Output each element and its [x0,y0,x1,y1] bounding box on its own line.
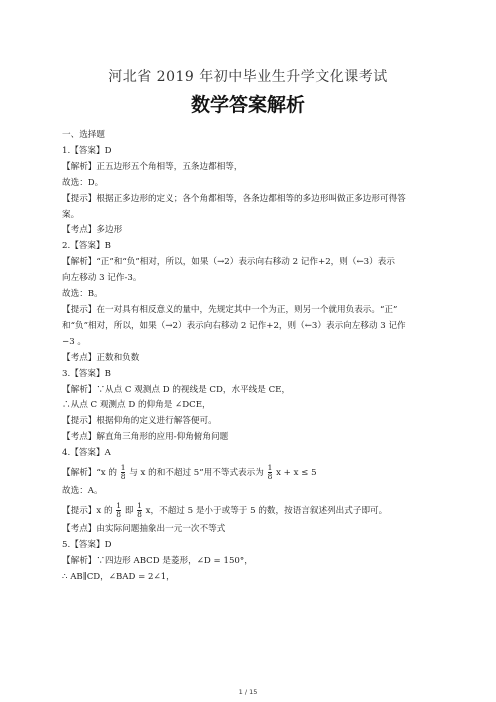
q3-topic: 【考点】解直角三角形的应用-仰角俯角问题 [62,432,229,443]
q4-conclusion: 故选：A。 [62,486,103,497]
q2-conclusion: 故选：B。 [62,289,103,300]
q5-analysis: 【解析】∵四边形 ABCD 是菱形，∠D = 150°， [62,555,253,566]
fraction-numerator: 1 [120,463,126,473]
q1-topic: 【考点】多边形 [62,225,123,236]
exam-title: 河北省 2019 年初中毕业生升学文化课考试 [108,69,388,85]
q5-answer: 5.【答案】D [62,539,112,550]
page-number: 1 / 15 [238,688,258,696]
q1-hint-line2: 案。 [62,209,80,220]
fraction-numerator: 1 [267,463,273,473]
q1-answer: 1.【答案】D [62,145,112,156]
q3-hint: 【提示】根据仰角的定义进行解答便可。 [62,416,217,427]
q2-answer: 2.【答案】B [62,241,111,252]
q5-therefore: ∴ AB∥CD，∠BAD = 2∠1， [62,571,175,582]
section-heading: 一、选择题 [62,130,105,140]
q4-analysis [62,462,434,484]
fraction-denominator: 8 [267,472,273,482]
q4-hint-mid: 即 [124,505,134,516]
q3-analysis: 【解析】∵从点 C 观测点 D 的视线是 CD，水平线是 CE， [62,384,291,395]
q2-topic: 【考点】正数和负数 [62,352,140,363]
fraction-denominator: 8 [116,509,122,519]
q2-hint-line3: −3 。 [62,336,86,347]
answer-content [62,128,434,586]
q4-hint-fraction [116,502,121,519]
q4-analysis-pre: 【解析】“x 的 [62,468,117,479]
q3-therefore: ∴从点 C 观测点 D 的仰角是 ∠DCE， [62,400,211,411]
q4-hint [62,500,434,522]
q4-hint-post: x，不超过 5 是小于或等于 5 的数，按语言叙述列出式子即可。 [145,505,388,516]
q1-analysis: 【解析】正五边形五个角相等，五条边都相等， [62,161,243,172]
q2-analysis-line1: 【解析】“正”和“负”相对，所以，如果（→2）表示向右移动 2 记作+2，则（←3）表示 [62,257,395,268]
answer-heading: 数学答案解析 [190,94,305,116]
fraction-numerator: 1 [116,500,122,510]
q4-fraction-2 [268,464,273,481]
q1-hint-line1: 【提示】根据正多边形的定义；各个角都相等，各条边都相等的多边形叫做正多边形可得答 [62,193,406,204]
q4-topic: 【考点】由实际问题抽象出一元一次不等式 [62,523,226,534]
q4-analysis-mid: 与 x 的和不超过 5”用不等式表示为 [129,468,264,479]
q4-hint-fraction-2 [137,502,142,519]
q2-hint-line2: 和“负”相对，所以，如果（→2）表示向右移动 2 记作+2，则（←3）表示向左移动 3 记作 [62,320,406,331]
q4-answer: 4.【答案】A [62,448,111,459]
q2-hint-line1: 【提示】在一对具有相反意义的量中，先规定其中一个为正，则另一个就用负表示。“正” [62,304,398,315]
q2-analysis-line2: 向左移动 3 记作-3。 [62,273,142,284]
q4-fraction [121,464,126,481]
fraction-denominator: 8 [137,509,142,519]
q1-conclusion: 故选：D。 [62,177,104,188]
q3-answer: 3.【答案】B [62,368,111,379]
fraction-numerator: 1 [137,500,142,510]
q4-hint-pre: 【提示】x 的 [62,505,113,516]
q4-inequality: x + x ≤ 5 [276,468,317,479]
fraction-denominator: 8 [120,472,126,482]
